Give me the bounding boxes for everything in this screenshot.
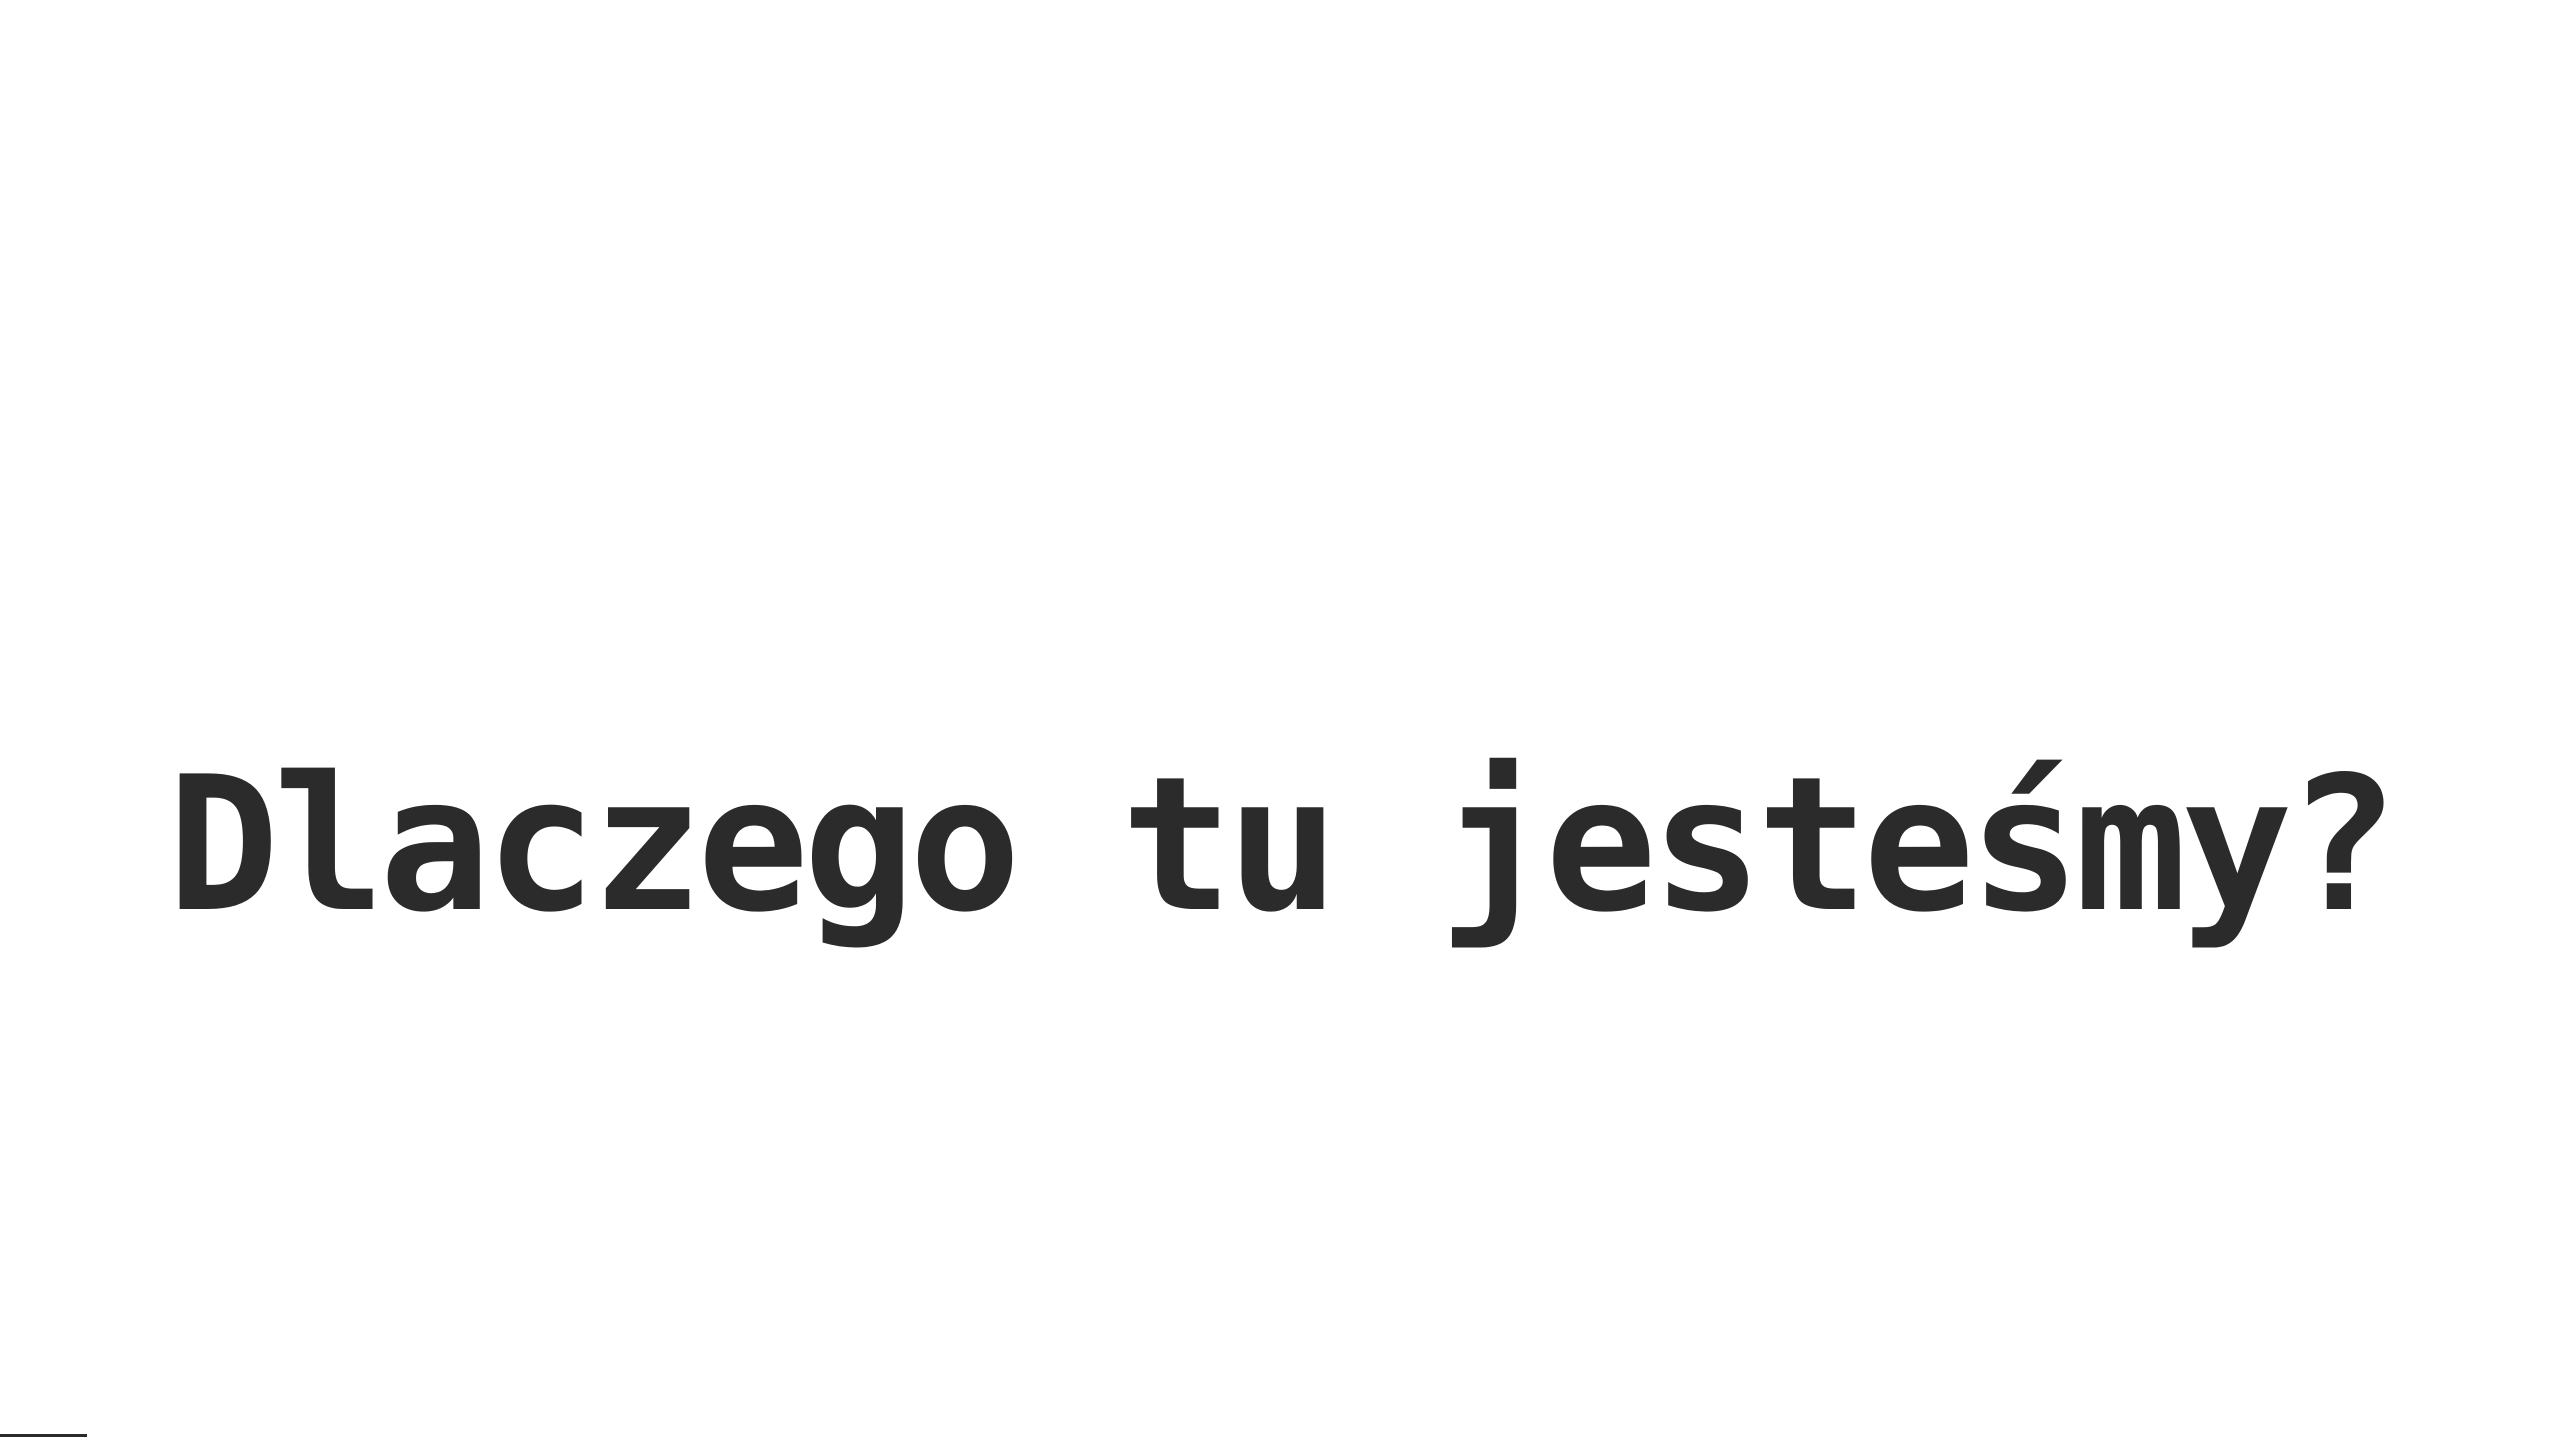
presentation-progress-track <box>0 1434 2560 1440</box>
presentation-progress-bar <box>0 1434 87 1437</box>
slide-title: Dlaczego tu jesteśmy? <box>167 735 2393 953</box>
